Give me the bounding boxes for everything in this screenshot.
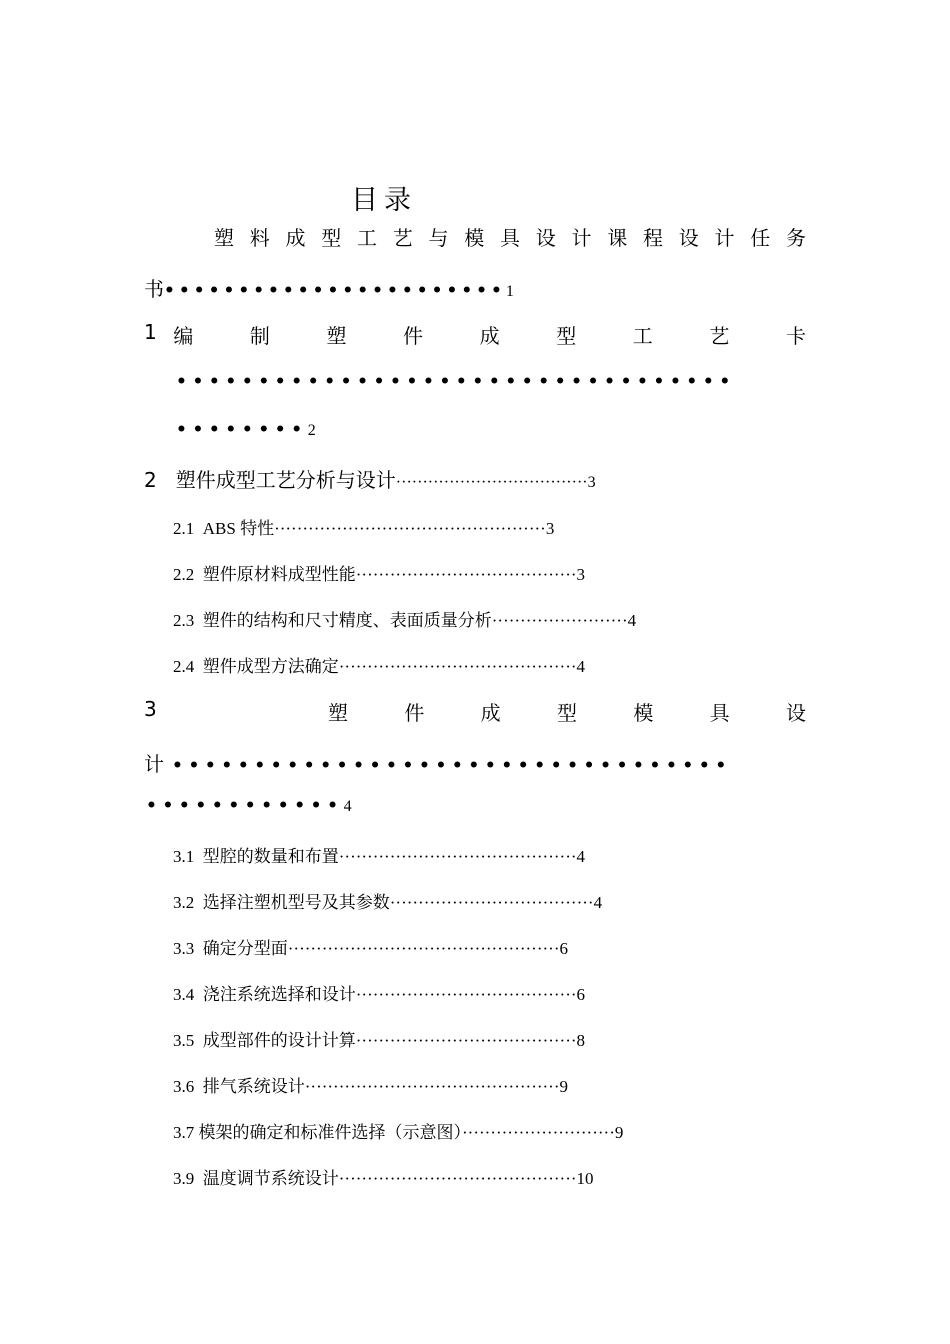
- toc-char: 件: [403, 324, 424, 348]
- section-number: 3.7: [173, 1123, 195, 1142]
- section-number: 3.5: [173, 1031, 195, 1050]
- toc-char: 型: [321, 226, 342, 250]
- leader-dots: ••••••••••••••••••••••••••••••••••: [176, 372, 736, 392]
- section-number: 3.9: [173, 1169, 195, 1188]
- toc-char: 艺: [392, 226, 413, 250]
- toc-entry-3-3[interactable]: [173, 934, 568, 959]
- leader-dots: ················································: [287, 939, 560, 958]
- toc-char: 卡: [785, 324, 806, 348]
- leader-dots: ··········································: [338, 1169, 577, 1188]
- toc-entry-2-3[interactable]: [173, 606, 636, 631]
- toc-char: 成: [479, 324, 500, 348]
- page-number: 4: [576, 847, 586, 866]
- toc-char: 塑: [214, 226, 234, 250]
- toc-char: 料: [249, 226, 270, 250]
- section-title: 浇注系统选择和设计: [202, 985, 356, 1004]
- page-number: 9: [614, 1123, 624, 1142]
- toc-char: 成: [480, 701, 501, 725]
- leader-dots: ················································: [274, 519, 546, 538]
- section-title: ABS 特性: [202, 519, 275, 538]
- leader-dots: •••••••••••••••••••••••: [164, 281, 506, 301]
- toc-char: 型: [556, 701, 577, 725]
- toc-entry-ch3-page-line: [146, 796, 352, 816]
- leader-dots: ·······································: [355, 985, 577, 1004]
- toc-entry-3-9[interactable]: [173, 1164, 594, 1189]
- section-number: 2.1: [173, 519, 195, 538]
- toc-entry-3-2[interactable]: [173, 888, 602, 913]
- toc-entry-ch2[interactable]: [144, 464, 596, 493]
- leader-dots: ·······································: [355, 1031, 577, 1050]
- toc-char: 计: [714, 226, 735, 250]
- toc-char: 具: [709, 701, 730, 725]
- toc-entry-3-1[interactable]: [173, 842, 585, 867]
- page-number: 3: [576, 565, 586, 584]
- toc-char: 务: [786, 226, 806, 250]
- page-number: 4: [343, 798, 352, 815]
- leader-dots: ··········································: [338, 847, 577, 866]
- toc-entry-3-5[interactable]: [173, 1026, 585, 1051]
- leader-dots: ·······································: [355, 565, 577, 584]
- toc-entry-text: 2 塑件成型工艺分析与设计: [144, 468, 396, 492]
- toc-char: 程: [643, 226, 663, 250]
- page-number: 3: [545, 519, 555, 538]
- toc-char: 课: [607, 226, 628, 250]
- toc-char: 件: [404, 701, 425, 725]
- toc-char: 任: [750, 226, 771, 250]
- toc-entry-2-1[interactable]: [173, 514, 554, 539]
- section-title: 塑件的结构和尺寸精度、表面质量分析: [202, 611, 492, 630]
- page-number: 4: [593, 893, 603, 912]
- toc-entry-2-4[interactable]: [173, 652, 585, 677]
- leader-dots: ···························: [462, 1123, 615, 1142]
- section-number: 3.2: [173, 893, 195, 912]
- toc-entry-2-2[interactable]: [173, 560, 585, 585]
- page-number: 4: [576, 657, 586, 676]
- section-title: 确定分型面: [202, 939, 288, 958]
- page-number: 6: [576, 985, 586, 1004]
- toc-char: 制: [249, 324, 270, 348]
- toc-char: 塑: [328, 701, 348, 725]
- section-number: 2.3: [173, 611, 195, 630]
- leader-dots: ··········································: [338, 657, 577, 676]
- section-number: 2.4: [173, 657, 195, 676]
- page-number: 4: [627, 611, 637, 630]
- toc-entry-3-7[interactable]: [173, 1118, 623, 1143]
- section-title: 型腔的数量和布置: [202, 847, 339, 866]
- toc-char: 设: [535, 226, 556, 250]
- toc-char: 塑: [326, 324, 347, 348]
- page-number: 8: [576, 1031, 586, 1050]
- section-number: 2.2: [173, 565, 195, 584]
- leader-dots: ••••••••••••: [146, 796, 344, 816]
- toc-char: 与: [428, 226, 449, 250]
- toc-char: 艺: [709, 324, 730, 348]
- page-number: 3: [587, 474, 596, 491]
- section-number: 3.1: [173, 847, 195, 866]
- toc-entry-ch1[interactable]: [144, 320, 806, 349]
- toc-char: 设: [785, 701, 806, 725]
- toc-entry-ch3-line2: [144, 748, 732, 777]
- section-title: 温度调节系统设计: [202, 1169, 339, 1188]
- leader-dots: ························: [491, 611, 628, 630]
- toc-entry-ch1-page-line: [176, 420, 316, 440]
- toc-char: 工: [357, 226, 377, 250]
- toc-entry-task-line1[interactable]: [214, 222, 806, 251]
- toc-char: 计: [571, 226, 592, 250]
- section-title: 排气系统设计: [202, 1077, 305, 1096]
- leader-dots: ••••••••: [176, 420, 308, 440]
- toc-char: 工: [632, 324, 653, 348]
- toc-char: 计: [144, 752, 164, 776]
- toc-entry-3-6[interactable]: [173, 1072, 568, 1097]
- chapter-number: 3: [144, 697, 157, 721]
- toc-char: 具: [500, 226, 520, 250]
- section-title: 塑件成型方法确定: [202, 657, 339, 676]
- section-number: 3.6: [173, 1077, 195, 1096]
- toc-char: 模: [633, 701, 654, 725]
- page-number: 10: [576, 1169, 594, 1188]
- page-title: 目录: [351, 185, 417, 216]
- section-number: 3.4: [173, 985, 195, 1004]
- toc-char: 成: [285, 226, 306, 250]
- leader-dots: ·············································: [304, 1077, 560, 1096]
- toc-char: 型: [556, 324, 577, 348]
- section-number: 3.3: [173, 939, 195, 958]
- toc-char: 设: [678, 226, 699, 250]
- page-number: 1: [505, 283, 514, 300]
- toc-char: 模: [464, 226, 485, 250]
- toc-entry-text: 书: [144, 277, 164, 301]
- section-title: 选择注塑机型号及其参数: [202, 893, 390, 912]
- section-title: 模架的确定和标准件选择（示意图）: [198, 1123, 462, 1142]
- toc-entry-task-line2[interactable]: [144, 273, 514, 302]
- toc-entry-3-4[interactable]: [173, 980, 585, 1005]
- leader-dots: ····································: [395, 474, 588, 491]
- toc-char: 编: [173, 324, 194, 348]
- section-title: 塑件原材料成型性能: [202, 565, 356, 584]
- chapter-number: 1: [144, 320, 157, 344]
- section-title: 成型部件的设计计算: [202, 1031, 356, 1050]
- leader-dots: ••••••••••••••••••••••••••••••••••: [172, 756, 732, 776]
- page-number: 9: [559, 1077, 569, 1096]
- page-number: 6: [559, 939, 568, 958]
- leader-dots: ····································: [389, 893, 594, 912]
- page-number: 2: [307, 422, 316, 439]
